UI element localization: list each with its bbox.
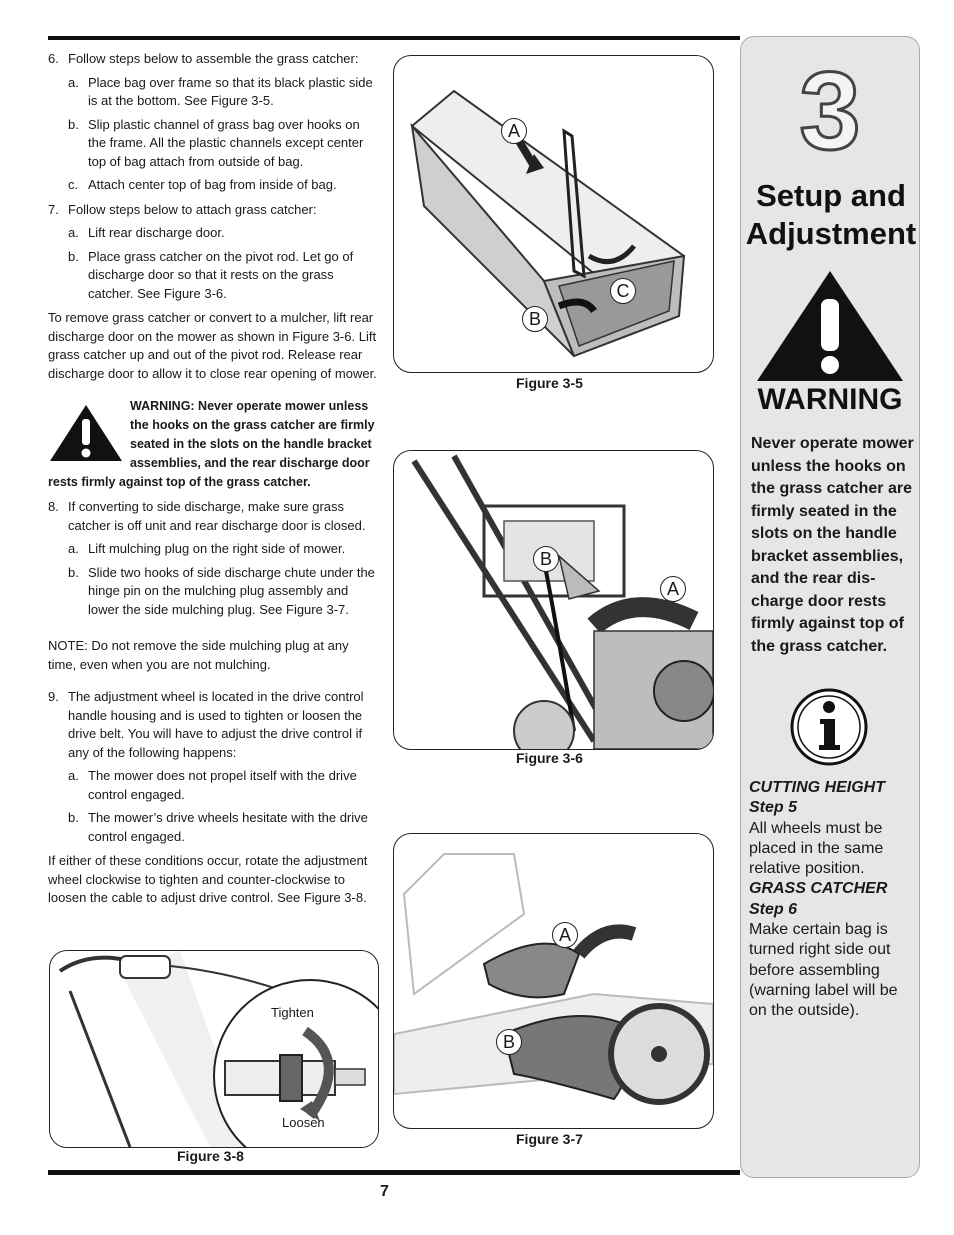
substep-text: Lift mulching plug on the right side of mower.	[88, 541, 346, 556]
substep-letter: b.	[68, 564, 79, 580]
figure-3-7-caption: Figure 3-7	[516, 1131, 583, 1147]
step-text: Follow steps below to attach grass catcher:	[68, 201, 317, 217]
substep-letter: a.	[68, 225, 79, 240]
step-6a	[48, 74, 380, 111]
figure-3-8	[49, 950, 379, 1148]
step-number: 8.	[48, 499, 59, 514]
substep-letter: c.	[68, 177, 79, 192]
adjustment-paragraph: If either of these conditions occur, rotate the adjustment wheel clockwise to tighten and counter-clockwise to loosen the cable to adjust drive control. See Figure 3-8.	[48, 853, 368, 905]
chapter-title-line1: Setup and	[756, 178, 906, 213]
top-rule	[48, 36, 740, 40]
warning-text: WARNING: Never operate mower unless the hooks on the grass catcher are firmly seated in the slots on the handle bracket assemblies, and the rear discharge door rests firmly against top of the grass catcher.	[48, 399, 375, 489]
callout-c: C	[610, 278, 636, 304]
warning-triangle-icon	[755, 269, 905, 383]
step-number: 7.	[48, 201, 59, 217]
callout-b: B	[522, 306, 548, 332]
step-9a	[48, 767, 380, 804]
chapter-title	[743, 177, 919, 253]
step-7	[48, 201, 380, 220]
sidebar-notes	[749, 778, 914, 1022]
tighten-label: Tighten	[271, 1005, 314, 1020]
substep-text: Place grass catcher on the pivot rod. Let go of discharge door so that it rests on the grass catcher. See Figure 3-6.	[88, 248, 354, 301]
substep-letter: b.	[68, 116, 79, 132]
callout-a: A	[552, 922, 578, 948]
note-paragraph: NOTE: Do not remove the side mulching plug at any time, even when you are not mulching.	[48, 638, 349, 672]
step-number: 9.	[48, 689, 59, 704]
step-9b	[48, 809, 380, 846]
loosen-label: Loosen	[282, 1115, 325, 1130]
note-text-cutting-height: All wheels must be placed in the same relative position.	[749, 819, 884, 878]
step-6c	[48, 176, 380, 195]
step-7b	[48, 248, 380, 304]
step-8a	[48, 540, 380, 559]
step-9	[48, 688, 380, 762]
figure-3-7	[393, 833, 714, 1129]
step-7a	[48, 224, 380, 243]
chapter-title-line2: Adjustment	[745, 216, 917, 251]
substep-letter: b.	[68, 810, 79, 825]
substep-text: Lift rear discharge door.	[88, 225, 225, 240]
callout-a: A	[660, 576, 686, 602]
grass-catcher-bag-illustration	[394, 56, 713, 372]
step-text: The adjustment wheel is located in the drive control handle housing and is used to tighten or loosen the drive belt. You will have to adjust the drive control if any of the following happens:	[68, 689, 364, 760]
figure-3-6-caption: Figure 3-6	[516, 750, 583, 766]
substep-letter: a.	[68, 768, 79, 783]
substep-text: Attach center top of bag from inside of bag.	[88, 177, 337, 192]
note-text-grass-catcher: Make certain bag is turned right side out before assembling (warning label will be on the outside).	[749, 921, 898, 1020]
figure-3-5-caption: Figure 3-5	[516, 375, 583, 391]
substep-text: Slide two hooks of side discharge chute under the hinge pin on the mulching plug assembly and lower the side mulching plug. See Figure 3-7.	[88, 564, 375, 617]
callout-a: A	[501, 118, 527, 144]
note-heading-cutting-height: CUTTING HEIGHT Step 5	[749, 779, 885, 817]
step-6	[48, 50, 380, 69]
substep-text: The mower does not propel itself with the drive control engaged.	[88, 768, 357, 802]
warning-triangle-icon	[48, 403, 124, 463]
substep-text: Place bag over frame so that its black plastic side is at the bottom. See Figure 3-5.	[88, 74, 373, 108]
substep-text: The mower’s drive wheels hesitate with the drive control engaged.	[88, 810, 368, 844]
warning-label: WARNING	[757, 383, 903, 416]
substep-text: Slip plastic channel of grass bag over hooks on the frame. All the plastic channels except center top of bag attach from outside of bag.	[88, 116, 364, 169]
figure-3-8-caption: Figure 3-8	[177, 1148, 244, 1164]
callout-b: B	[496, 1029, 522, 1055]
step-text: If converting to side discharge, make sure grass catcher is off unit and rear discharge door is closed.	[68, 499, 366, 533]
remove-catcher-paragraph: To remove grass catcher or convert to a mulcher, lift rear discharge door on the mower as shown in Figure 3-6. Lift grass catcher up and out of the pivot rod. Release rear discharge door to allow it to close rear opening of mower.	[48, 310, 377, 381]
chapter-number: 3	[799, 50, 861, 173]
step-8b	[48, 564, 380, 620]
figure-3-5	[393, 55, 714, 373]
step-text: Follow steps below to assemble the grass catcher:	[68, 51, 359, 66]
page-number: 7	[380, 1183, 389, 1200]
substep-letter: b.	[68, 248, 79, 264]
figure-3-6	[393, 450, 714, 750]
inline-warning	[48, 397, 380, 492]
substep-letter: a.	[68, 541, 79, 556]
adjustment-wheel-illustration	[50, 951, 378, 1147]
note-heading-grass-catcher: GRASS CATCHER Step 6	[749, 880, 888, 918]
step-8	[48, 498, 380, 535]
step-6b	[48, 116, 380, 172]
callout-b: B	[533, 546, 559, 572]
step-number: 6.	[48, 51, 59, 66]
info-icon	[789, 687, 869, 767]
chapter-sidebar	[740, 36, 920, 1178]
substep-letter: a.	[68, 74, 79, 90]
warning-text: Never operate mower unless the hooks on the grass catcher are firmly seated in the slots on the handle bracket assemblies, and the rear dis-charge door rests firmly against top of the grass catcher.	[751, 435, 914, 655]
instructions-column	[48, 50, 380, 908]
side-discharge-chute-illustration	[394, 834, 713, 1128]
bottom-rule	[48, 1170, 740, 1175]
